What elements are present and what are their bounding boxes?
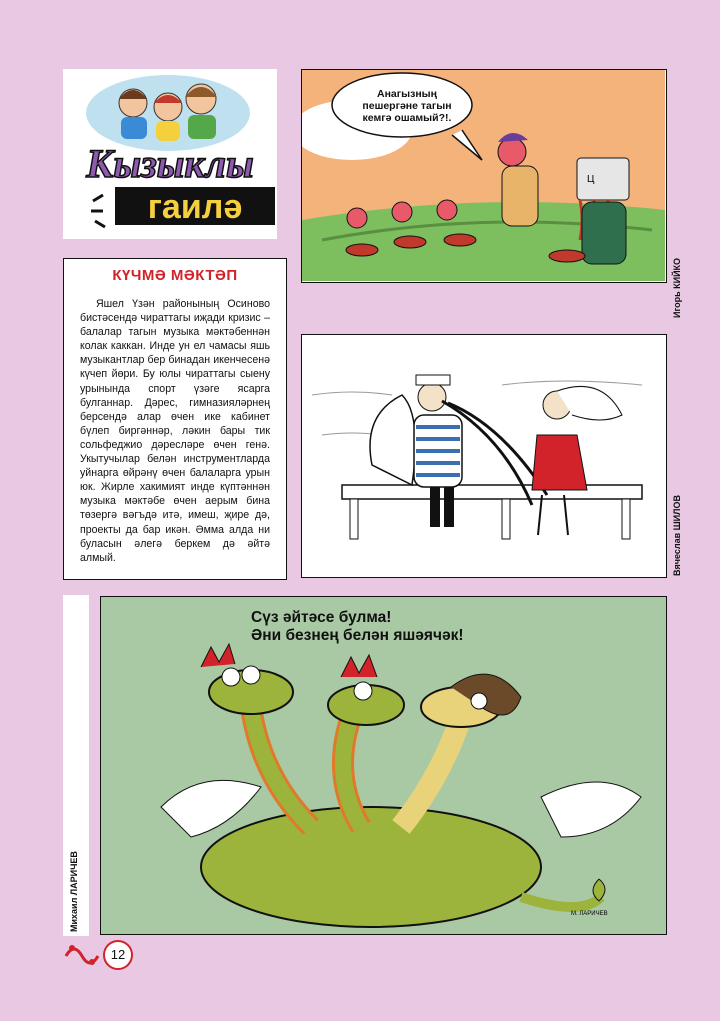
cartoon-larichev bbox=[100, 596, 667, 935]
page-ornament-icon bbox=[62, 940, 104, 970]
cartoon-larichev-art bbox=[101, 597, 665, 933]
family-logo-art bbox=[63, 69, 277, 239]
cartoon-larichev-speech bbox=[251, 609, 464, 645]
logo-title-line2: гаилә bbox=[147, 188, 243, 226]
magazine-section-logo bbox=[63, 69, 277, 239]
artist-credit-larichev: Михаил ЛАРИЧЕВ bbox=[69, 851, 79, 932]
speech-line: Анагызның bbox=[377, 88, 437, 100]
cartoon-signature: М. ЛАРИЧЕВ bbox=[571, 911, 608, 917]
cartoon-kiyko-speech bbox=[342, 88, 472, 124]
speech-line: кемгә ошамый?!. bbox=[362, 112, 452, 124]
page-number: 12 bbox=[103, 940, 133, 970]
cartoon-shilov bbox=[301, 334, 667, 578]
logo-title-line1: Кызыклы bbox=[86, 141, 254, 186]
speech-line: Сүз әйтәсе булма! bbox=[251, 609, 392, 626]
speech-line: пешергәне тагын bbox=[362, 100, 452, 112]
article-box bbox=[63, 258, 287, 580]
artist-credit-kiyko: Игорь КИЙКО bbox=[672, 257, 682, 318]
cartoon-shilov-art bbox=[302, 335, 665, 576]
pot-label: Ц bbox=[587, 174, 595, 185]
speech-line: Әни безнең белән яшәячәк! bbox=[251, 627, 464, 644]
article-body: Яшел Үзән районының Осиново бистәсендә чираттагы иҗади кризис – балалар тагын музыка мәктәбеннән колак каккан. Инде ун ел чамасы яшь музыкантлар бер бинадан икенчесенә күчеп йөри. Бу юлы чираттагы сыену урынында спорт үзәге ясарга булганнар. Дәрес, гимназияләрнең берсендә алар өчен ике кабинет бүлеп биргәннәр, ләкин бары тик сольфеджио дәресләре өчен генә. Укытучылар белән инструментларда уйнарга өйрәнү өчен балаларга урын юк. Жирле хакимият инде күптәннән музыка мәктәбе өчен аерым бина төзергә вәгъдә итә, имеш, җире дә, проекты да бар икән. Әмма алда ни буласын әлегә беркем дә әйтә алмый. bbox=[80, 298, 270, 564]
artist-credit-shilov: Вячеслав ШИЛОВ bbox=[672, 495, 682, 576]
article-title: КҮЧМӘ МӘКТӘП bbox=[112, 267, 238, 284]
cartoon-kiyko bbox=[301, 69, 667, 283]
